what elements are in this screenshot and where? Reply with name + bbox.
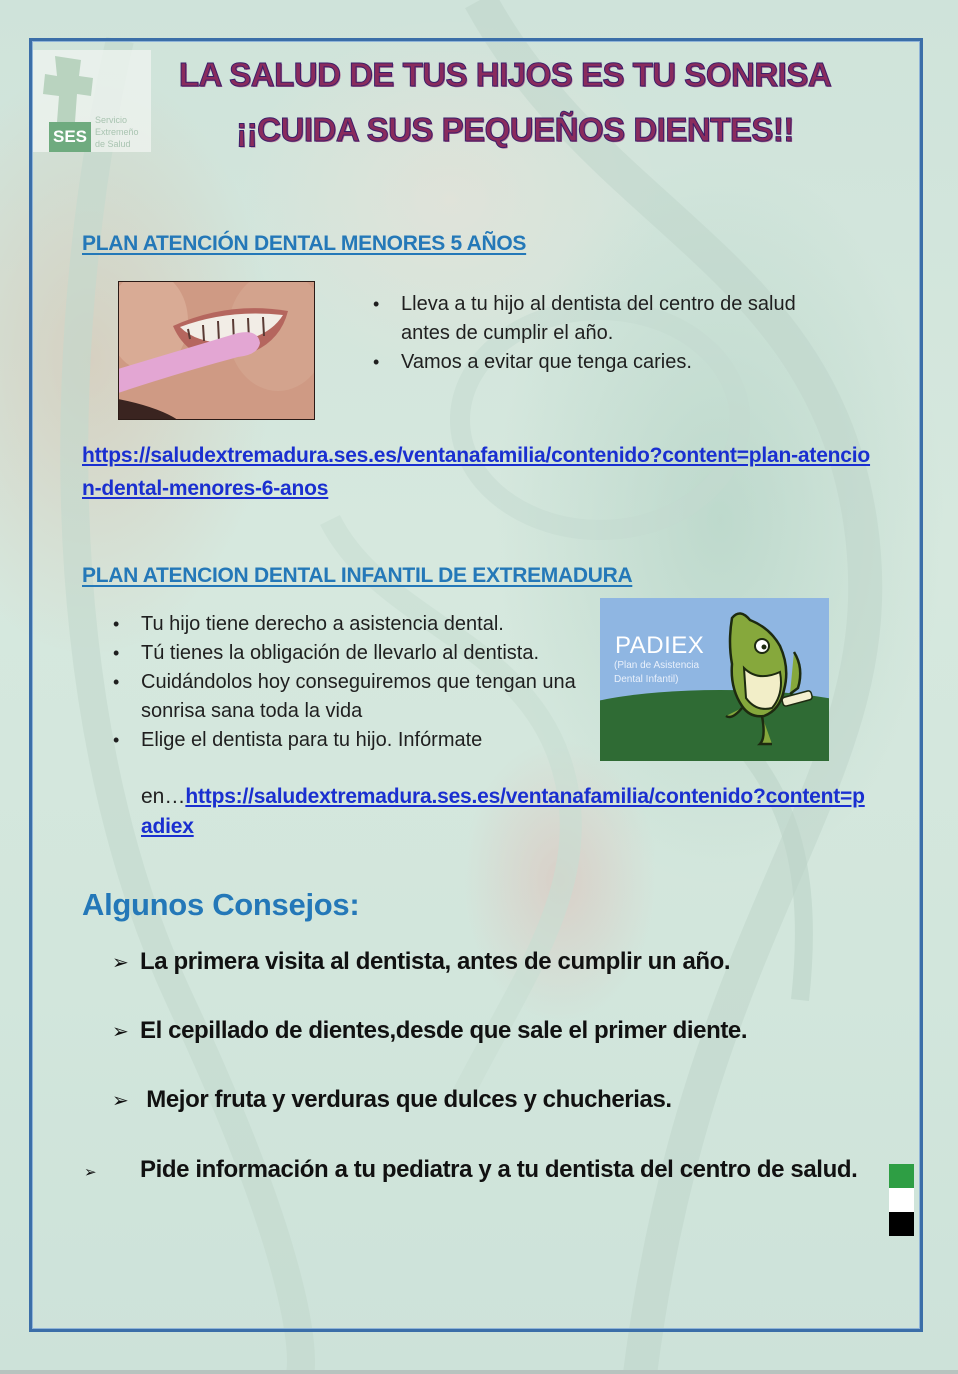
flag-stripe-green	[889, 1164, 914, 1188]
section2-heading[interactable]: PLAN ATENCION DENTAL INFANTIL DE EXTREMADURA	[82, 564, 633, 587]
child-brushing-teeth-photo	[118, 281, 315, 420]
list-item: • Lleva a tu hijo al dentista del centro de salud antes de cumplir el año.	[371, 290, 841, 348]
section1-bullet-list	[371, 290, 841, 377]
padiex-link[interactable]: https://saludextremadura.ses.es/ventanafamilia/contenido?content=padiex	[141, 785, 865, 838]
padiex-image	[600, 598, 829, 761]
page-bottom-edge	[0, 1370, 958, 1374]
section2-link-container	[141, 782, 871, 842]
list-item: • Cuidándolos hoy conseguiremos que tengan una sonrisa sana toda la vida	[111, 668, 581, 726]
ses-logo	[33, 50, 151, 152]
consejos-heading: Algunos Consejos:	[82, 887, 360, 922]
list-item: • Elige el dentista para tu hijo. Infórmate	[111, 726, 581, 755]
tip-item: ➢ Mejor fruta y verduras que dulces y chucherias.	[112, 1084, 872, 1117]
ses-abbr: SES	[49, 122, 91, 152]
list-item: • Tu hijo tiene derecho a asistencia dental.	[111, 610, 581, 639]
arrow-bullet-icon: ➢	[84, 1164, 97, 1181]
padiex-title: PADIEX	[615, 632, 705, 659]
arrow-bullet-icon: ➢	[112, 1021, 129, 1043]
section1-link-container	[82, 440, 872, 506]
padiex-subtitle: (Plan de Asistencia Dental Infantil)	[614, 660, 700, 685]
crocodile-mascot-icon	[710, 598, 829, 761]
plan-menores-link[interactable]: https://saludextremadura.ses.es/ventanafamilia/contenido?content=plan-atencion-dental-menores-6-anos	[82, 444, 871, 500]
list-item: • Vamos a evitar que tenga caries.	[371, 348, 841, 377]
tip-item: ➢ La primera visita al dentista, antes de cumplir un año.	[112, 946, 872, 979]
extremadura-flag	[889, 1164, 914, 1236]
tip-item: ➢ Pide información a tu pediatra y a tu dentista del centro de salud.	[112, 1154, 872, 1188]
page-title-line1: LA SALUD DE TUS HIJOS ES TU SONRISA	[178, 56, 832, 93]
ses-full-name: Servicio Extremeño de Salud	[95, 115, 139, 149]
extremadura-cross-icon	[41, 56, 93, 122]
tip-item: ➢ El cepillado de dientes,desde que sale el primer diente.	[112, 1015, 872, 1048]
list-item: • Tú tienes la obligación de llevarlo al dentista.	[111, 639, 581, 668]
section2-bullet-list	[111, 610, 581, 755]
flag-stripe-black	[889, 1212, 914, 1236]
flag-stripe-white	[889, 1188, 914, 1212]
arrow-bullet-icon: ➢	[112, 952, 129, 974]
link-prefix: en…	[141, 785, 186, 808]
page-title-line2: ¡¡CUIDA SUS PEQUEÑOS DIENTES!!	[236, 111, 794, 148]
section1-heading[interactable]: PLAN ATENCIÓN DENTAL MENORES 5 AÑOS	[82, 232, 527, 255]
arrow-bullet-icon: ➢	[112, 1090, 129, 1112]
